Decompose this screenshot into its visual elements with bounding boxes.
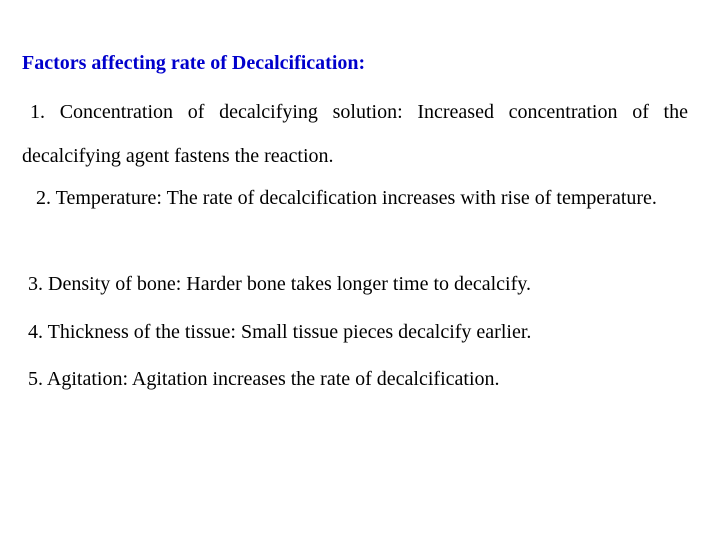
list-item-agitation: 5. Agitation: Agitation increases the rate of decalcification.: [28, 368, 500, 390]
slide-title: Factors affecting rate of Decalcification:: [22, 52, 366, 74]
list-item-bone-density: 3. Density of bone: Harder bone takes longer time to decalcify.: [28, 273, 531, 295]
list-item-tissue-thickness: 4. Thickness of the tissue: Small tissue pieces decalcify earlier.: [28, 321, 532, 343]
list-item-concentration: 1. Concentration of decalcifying solution: Increased concentration of the decalcifying agent fastens the reaction.: [22, 101, 688, 167]
list-item-temperature: 2. Temperature: The rate of decalcification increases with rise of temperature.: [36, 187, 657, 209]
